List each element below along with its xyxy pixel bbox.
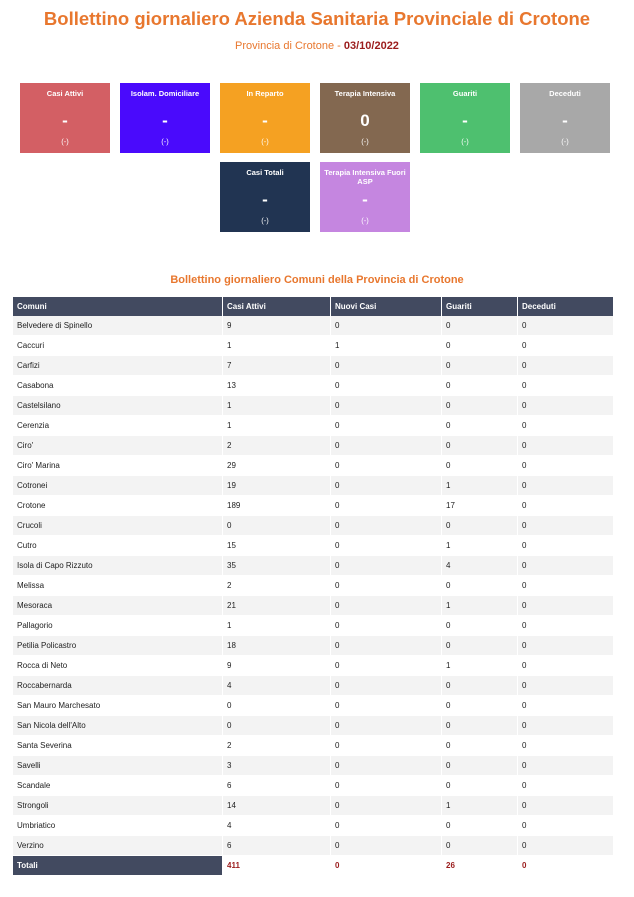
table-row bbox=[13, 676, 613, 696]
cell-comune: Rocca di Neto bbox=[13, 656, 223, 676]
card-guariti bbox=[420, 83, 510, 153]
cell-comune: Petilia Policastro bbox=[13, 636, 223, 656]
cell-nuovi-casi: 0 bbox=[331, 636, 442, 656]
cell-comune: Savelli bbox=[13, 756, 223, 776]
cell-nuovi-casi: 0 bbox=[331, 496, 442, 516]
cell-deceduti: 0 bbox=[518, 616, 614, 636]
cell-guariti: 0 bbox=[442, 516, 518, 536]
cell-guariti: 0 bbox=[442, 716, 518, 736]
card-value: - bbox=[162, 111, 168, 130]
cell-nuovi-casi: 0 bbox=[331, 756, 442, 776]
totals-casi-attivi: 411 bbox=[223, 856, 331, 876]
cell-deceduti: 0 bbox=[518, 376, 614, 396]
page-title: Bollettino giornaliero Azienda Sanitaria Provinciale di Crotone bbox=[43, 8, 591, 29]
cell-casi-attivi: 9 bbox=[223, 656, 331, 676]
cell-guariti: 0 bbox=[442, 376, 518, 396]
cell-guariti: 1 bbox=[442, 796, 518, 816]
card-delta: (-) bbox=[361, 216, 369, 225]
cell-guariti: 0 bbox=[442, 456, 518, 476]
cell-casi-attivi: 4 bbox=[223, 676, 331, 696]
cell-deceduti: 0 bbox=[518, 536, 614, 556]
cell-deceduti: 0 bbox=[518, 636, 614, 656]
card-casi-totali bbox=[220, 162, 310, 232]
cell-guariti: 0 bbox=[442, 836, 518, 856]
table-row bbox=[13, 476, 613, 496]
table-row bbox=[13, 516, 613, 536]
cell-nuovi-casi: 0 bbox=[331, 576, 442, 596]
cell-nuovi-casi: 0 bbox=[331, 776, 442, 796]
cell-comune: Cerenzia bbox=[13, 416, 223, 436]
cell-guariti: 1 bbox=[442, 476, 518, 496]
table-row bbox=[13, 796, 613, 816]
column-header-guariti: Guariti bbox=[442, 297, 518, 316]
cell-nuovi-casi: 0 bbox=[331, 376, 442, 396]
card-delta: (-) bbox=[161, 137, 169, 146]
cell-guariti: 0 bbox=[442, 776, 518, 796]
cell-comune: Strongoli bbox=[13, 796, 223, 816]
table-row bbox=[13, 596, 613, 616]
card-delta: (-) bbox=[261, 216, 269, 225]
cell-comune: Castelsilano bbox=[13, 396, 223, 416]
card-label: Casi Attivi bbox=[46, 89, 84, 98]
cell-guariti: 0 bbox=[442, 616, 518, 636]
cell-nuovi-casi: 0 bbox=[331, 456, 442, 476]
totals-row bbox=[13, 856, 613, 876]
cell-casi-attivi: 3 bbox=[223, 756, 331, 776]
cell-nuovi-casi: 0 bbox=[331, 356, 442, 376]
cell-comune: Ciro' bbox=[13, 436, 223, 456]
cell-guariti: 0 bbox=[442, 436, 518, 456]
cell-casi-attivi: 1 bbox=[223, 416, 331, 436]
cell-casi-attivi: 7 bbox=[223, 356, 331, 376]
cell-nuovi-casi: 1 bbox=[331, 336, 442, 356]
table-row bbox=[13, 416, 613, 436]
cell-nuovi-casi: 0 bbox=[331, 656, 442, 676]
table-row bbox=[13, 816, 613, 836]
card-in-reparto bbox=[220, 83, 310, 153]
cell-casi-attivi: 0 bbox=[223, 716, 331, 736]
cell-guariti: 0 bbox=[442, 676, 518, 696]
table-row bbox=[13, 376, 613, 396]
table-row bbox=[13, 756, 613, 776]
cell-casi-attivi: 2 bbox=[223, 576, 331, 596]
card-value: - bbox=[562, 111, 568, 130]
table-row bbox=[13, 316, 613, 336]
cell-comune: Caccuri bbox=[13, 336, 223, 356]
card-label: Deceduti bbox=[549, 89, 581, 98]
cell-comune: Belvedere di Spinello bbox=[13, 316, 223, 336]
cell-casi-attivi: 29 bbox=[223, 456, 331, 476]
province-label: Provincia di Crotone - bbox=[235, 40, 344, 52]
cell-deceduti: 0 bbox=[518, 656, 614, 676]
cell-comune: Isola di Capo Rizzuto bbox=[13, 556, 223, 576]
cell-nuovi-casi: 0 bbox=[331, 316, 442, 336]
cell-deceduti: 0 bbox=[518, 836, 614, 856]
cell-nuovi-casi: 0 bbox=[331, 836, 442, 856]
cell-comune: Crucoli bbox=[13, 516, 223, 536]
card-label: Terapia Intensiva bbox=[334, 89, 396, 98]
cell-deceduti: 0 bbox=[518, 336, 614, 356]
cell-comune: San Mauro Marchesato bbox=[13, 696, 223, 716]
cell-nuovi-casi: 0 bbox=[331, 476, 442, 496]
cell-deceduti: 0 bbox=[518, 716, 614, 736]
cell-guariti: 1 bbox=[442, 656, 518, 676]
table-row bbox=[13, 576, 613, 596]
card-value: - bbox=[62, 111, 68, 130]
cell-casi-attivi: 2 bbox=[223, 436, 331, 456]
table-row bbox=[13, 436, 613, 456]
cell-guariti: 0 bbox=[442, 696, 518, 716]
card-terapia-intensiva bbox=[320, 83, 410, 153]
table-row bbox=[13, 356, 613, 376]
cell-casi-attivi: 1 bbox=[223, 396, 331, 416]
cell-deceduti: 0 bbox=[518, 396, 614, 416]
cell-deceduti: 0 bbox=[518, 796, 614, 816]
cell-nuovi-casi: 0 bbox=[331, 396, 442, 416]
cell-guariti: 0 bbox=[442, 356, 518, 376]
cell-casi-attivi: 21 bbox=[223, 596, 331, 616]
cell-deceduti: 0 bbox=[518, 756, 614, 776]
cell-deceduti: 0 bbox=[518, 476, 614, 496]
cell-guariti: 1 bbox=[442, 536, 518, 556]
cell-casi-attivi: 14 bbox=[223, 796, 331, 816]
cell-nuovi-casi: 0 bbox=[331, 736, 442, 756]
cell-comune: Cotronei bbox=[13, 476, 223, 496]
cell-guariti: 0 bbox=[442, 576, 518, 596]
cell-deceduti: 0 bbox=[518, 696, 614, 716]
cell-comune: Pallagorio bbox=[13, 616, 223, 636]
table-row bbox=[13, 616, 613, 636]
cell-comune: San Nicola dell'Alto bbox=[13, 716, 223, 736]
card-deceduti bbox=[520, 83, 610, 153]
cell-casi-attivi: 19 bbox=[223, 476, 331, 496]
cell-deceduti: 0 bbox=[518, 516, 614, 536]
card-label: Guariti bbox=[452, 89, 478, 98]
cell-casi-attivi: 6 bbox=[223, 776, 331, 796]
cell-casi-attivi: 15 bbox=[223, 536, 331, 556]
cell-nuovi-casi: 0 bbox=[331, 616, 442, 636]
card-delta: (-) bbox=[61, 137, 69, 146]
card-value: - bbox=[362, 190, 368, 209]
column-header-nuovi-casi: Nuovi Casi bbox=[331, 297, 442, 316]
cell-guariti: 1 bbox=[442, 596, 518, 616]
cell-casi-attivi: 18 bbox=[223, 636, 331, 656]
table-row bbox=[13, 696, 613, 716]
cell-nuovi-casi: 0 bbox=[331, 556, 442, 576]
card-isolamento-domiciliare bbox=[120, 83, 210, 153]
cell-casi-attivi: 0 bbox=[223, 516, 331, 536]
cell-comune: Crotone bbox=[13, 496, 223, 516]
cell-casi-attivi: 189 bbox=[223, 496, 331, 516]
column-header-casi-attivi: Casi Attivi bbox=[223, 297, 331, 316]
table-header-row bbox=[13, 297, 613, 316]
cell-guariti: 0 bbox=[442, 756, 518, 776]
cell-casi-attivi: 4 bbox=[223, 816, 331, 836]
cell-nuovi-casi: 0 bbox=[331, 696, 442, 716]
section-title: Bollettino giornaliero Comuni della Provincia di Crotone bbox=[170, 274, 464, 286]
cell-comune: Cutro bbox=[13, 536, 223, 556]
card-value: - bbox=[262, 190, 268, 209]
cell-guariti: 4 bbox=[442, 556, 518, 576]
table-row bbox=[13, 336, 613, 356]
cell-casi-attivi: 1 bbox=[223, 616, 331, 636]
cell-comune: Carfizi bbox=[13, 356, 223, 376]
cell-nuovi-casi: 0 bbox=[331, 676, 442, 696]
cell-deceduti: 0 bbox=[518, 776, 614, 796]
cell-comune: Scandale bbox=[13, 776, 223, 796]
totals-nuovi-casi: 0 bbox=[331, 856, 442, 876]
cell-guariti: 0 bbox=[442, 736, 518, 756]
cell-comune: Casabona bbox=[13, 376, 223, 396]
cell-nuovi-casi: 0 bbox=[331, 436, 442, 456]
cell-guariti: 0 bbox=[442, 416, 518, 436]
table-row bbox=[13, 636, 613, 656]
totals-label: Totali bbox=[13, 856, 223, 876]
cell-comune: Santa Severina bbox=[13, 736, 223, 756]
cell-guariti: 0 bbox=[442, 816, 518, 836]
cell-deceduti: 0 bbox=[518, 436, 614, 456]
cell-nuovi-casi: 0 bbox=[331, 716, 442, 736]
page-subtitle bbox=[0, 40, 634, 52]
cell-casi-attivi: 13 bbox=[223, 376, 331, 396]
table-row bbox=[13, 716, 613, 736]
cell-nuovi-casi: 0 bbox=[331, 596, 442, 616]
card-value: - bbox=[262, 111, 268, 130]
cell-nuovi-casi: 0 bbox=[331, 796, 442, 816]
cell-guariti: 0 bbox=[442, 636, 518, 656]
cell-deceduti: 0 bbox=[518, 456, 614, 476]
cell-guariti: 0 bbox=[442, 336, 518, 356]
cell-deceduti: 0 bbox=[518, 576, 614, 596]
cell-comune: Melissa bbox=[13, 576, 223, 596]
table-row bbox=[13, 536, 613, 556]
cell-deceduti: 0 bbox=[518, 596, 614, 616]
card-delta: (-) bbox=[561, 137, 569, 146]
report-date: 03/10/2022 bbox=[343, 40, 399, 52]
totals-guariti: 26 bbox=[442, 856, 518, 876]
cell-deceduti: 0 bbox=[518, 496, 614, 516]
cell-comune: Roccabernarda bbox=[13, 676, 223, 696]
column-header-deceduti: Deceduti bbox=[518, 297, 614, 316]
table-row bbox=[13, 456, 613, 476]
table-row bbox=[13, 396, 613, 416]
card-casi-attivi bbox=[20, 83, 110, 153]
cell-casi-attivi: 9 bbox=[223, 316, 331, 336]
cell-comune: Umbriatico bbox=[13, 816, 223, 836]
cell-nuovi-casi: 0 bbox=[331, 816, 442, 836]
cell-nuovi-casi: 0 bbox=[331, 516, 442, 536]
cell-nuovi-casi: 0 bbox=[331, 416, 442, 436]
cell-deceduti: 0 bbox=[518, 356, 614, 376]
card-label: Casi Totali bbox=[246, 168, 284, 177]
card-label: Isolam. Domiciliare bbox=[130, 89, 200, 98]
cell-nuovi-casi: 0 bbox=[331, 536, 442, 556]
cell-casi-attivi: 1 bbox=[223, 336, 331, 356]
cell-deceduti: 0 bbox=[518, 816, 614, 836]
card-value: - bbox=[462, 111, 468, 130]
card-label: Terapia Intensiva Fuori ASP bbox=[324, 168, 406, 186]
cell-casi-attivi: 0 bbox=[223, 696, 331, 716]
cell-comune: Verzino bbox=[13, 836, 223, 856]
card-label: In Reparto bbox=[246, 89, 284, 98]
cell-deceduti: 0 bbox=[518, 316, 614, 336]
table-row bbox=[13, 496, 613, 516]
table-row bbox=[13, 656, 613, 676]
cell-guariti: 0 bbox=[442, 316, 518, 336]
cell-deceduti: 0 bbox=[518, 676, 614, 696]
cell-comune: Ciro' Marina bbox=[13, 456, 223, 476]
column-header-comuni: Comuni bbox=[13, 297, 223, 316]
cell-casi-attivi: 2 bbox=[223, 736, 331, 756]
table-row bbox=[13, 736, 613, 756]
card-delta: (-) bbox=[261, 137, 269, 146]
card-terapia-intensiva-fuori-asp bbox=[320, 162, 410, 232]
comuni-table bbox=[13, 297, 613, 876]
table-row bbox=[13, 776, 613, 796]
totals-deceduti: 0 bbox=[518, 856, 614, 876]
cell-casi-attivi: 6 bbox=[223, 836, 331, 856]
cell-guariti: 0 bbox=[442, 396, 518, 416]
cell-casi-attivi: 35 bbox=[223, 556, 331, 576]
card-value: 0 bbox=[360, 111, 370, 130]
table-row bbox=[13, 556, 613, 576]
cell-deceduti: 0 bbox=[518, 556, 614, 576]
table-row bbox=[13, 836, 613, 856]
cell-guariti: 17 bbox=[442, 496, 518, 516]
cell-deceduti: 0 bbox=[518, 416, 614, 436]
cell-comune: Mesoraca bbox=[13, 596, 223, 616]
card-delta: (-) bbox=[361, 137, 369, 146]
cell-deceduti: 0 bbox=[518, 736, 614, 756]
card-delta: (-) bbox=[461, 137, 469, 146]
